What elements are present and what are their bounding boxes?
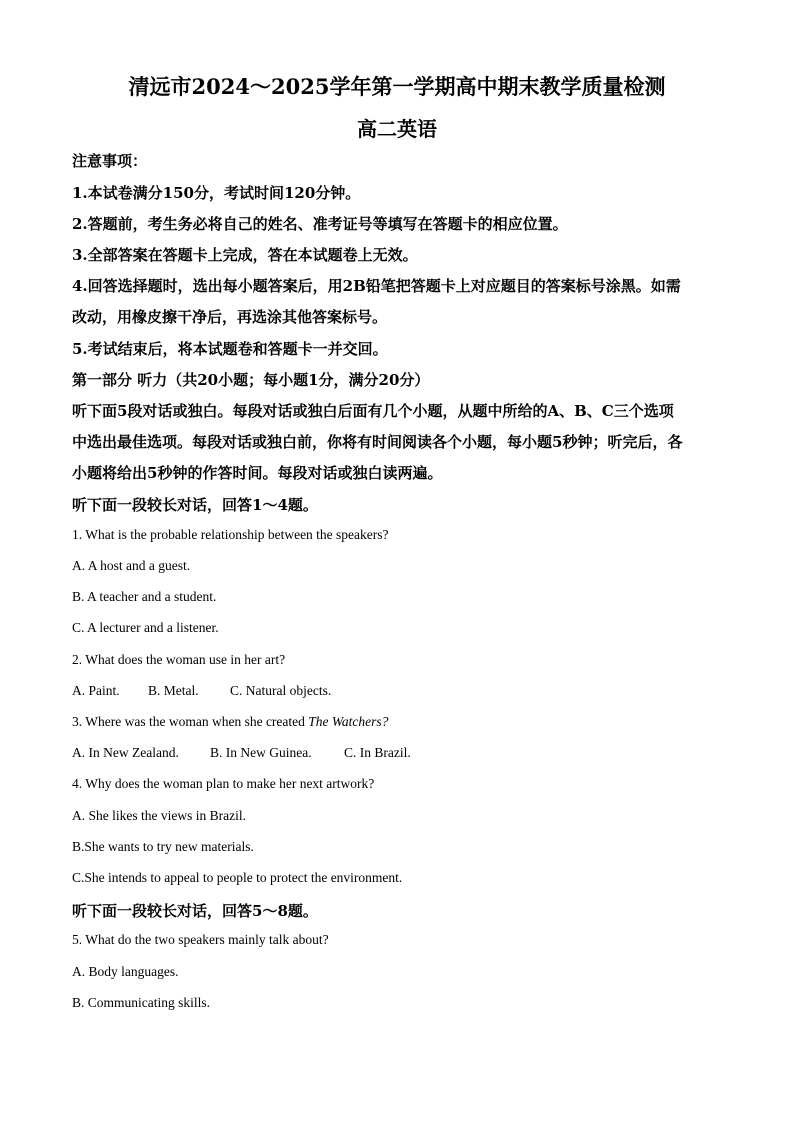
question-2-option-a: A. Paint. [72,683,120,698]
question-3-option-b: B. In New Guinea. [210,745,312,760]
question-4-option-b: B.She wants to try new materials. [72,839,254,854]
question-1-option-b: B. A teacher and a student. [72,589,217,604]
question-3-stem [72,714,388,730]
question-2-option-b: B. Metal. [148,683,199,698]
question-3-artwork-title: The Watchers? [308,714,389,729]
notice-item-5: 5.考试结束后，将本试题卷和答题卡一并交回。 [72,340,388,358]
part1-instructions-3: 小题将给出5秒钟的作答时间。每段对话或独白读两遍。 [72,464,443,482]
question-3-stem-text: 3. Where was the woman when she created [72,714,309,729]
notice-item-4-cont: 改动，用橡皮擦干净后，再选涂其他答案标号。 [72,308,388,326]
question-2-option-c: C. Natural objects. [230,683,332,698]
part1-instructions-2: 中选出最佳选项。每段对话或独白前，你将有时间阅读各个小题，每小题5秒钟；听完后，各 [72,433,683,451]
question-3-option-c: C. In Brazil. [344,745,411,760]
question-5-option-b: B. Communicating skills. [72,995,211,1010]
question-1-option-a: A. A host and a guest. [72,558,191,573]
exam-subtitle: 高二英语 [357,117,437,141]
section1-heading: 听下面一段较长对话，回答1～4题。 [72,496,318,514]
question-4-option-c: C.She intends to appeal to people to protect the environment. [72,870,403,885]
question-2-stem: 2. What does the woman use in her art? [72,652,286,667]
question-3-options [72,745,411,761]
exam-title: 清远市2024～2025学年第一学期高中期末教学质量检测 [128,74,666,99]
question-4-stem: 4. Why does the woman plan to make her next artwork? [72,776,375,791]
question-4-option-a: A. She likes the views in Brazil. [72,808,246,823]
question-1-stem: 1. What is the probable relationship between the speakers? [72,527,389,542]
question-5-option-a: A. Body languages. [72,964,179,979]
notice-heading: 注意事项： [72,152,148,170]
notice-item-3: 3.全部答案在答题卡上完成，答在本试题卷上无效。 [72,246,418,264]
part1-instructions-1: 听下面5段对话或独白。每段对话或独白后面有几个小题，从题中所给的A、B、C三个选项 [72,402,674,420]
notice-item-2: 2.答题前，考生务必将自己的姓名、准考证号等填写在答题卡的相应位置。 [72,215,568,233]
notice-item-1: 1.本试卷满分150分，考试时间120分钟。 [72,184,361,202]
part1-heading: 第一部分 听力（共20小题；每小题1分，满分20分） [72,371,430,389]
notice-item-4: 4.回答选择题时，选出每小题答案后，用2B铅笔把答题卡上对应题目的答案标号涂黑。如需 [72,277,681,295]
section2-heading: 听下面一段较长对话，回答5～8题。 [72,902,318,920]
question-5-stem: 5. What do the two speakers mainly talk about? [72,932,329,947]
question-2-options [72,683,331,699]
question-1-option-c: C. A lecturer and a listener. [72,620,219,635]
question-3-option-a: A. In New Zealand. [72,745,179,760]
